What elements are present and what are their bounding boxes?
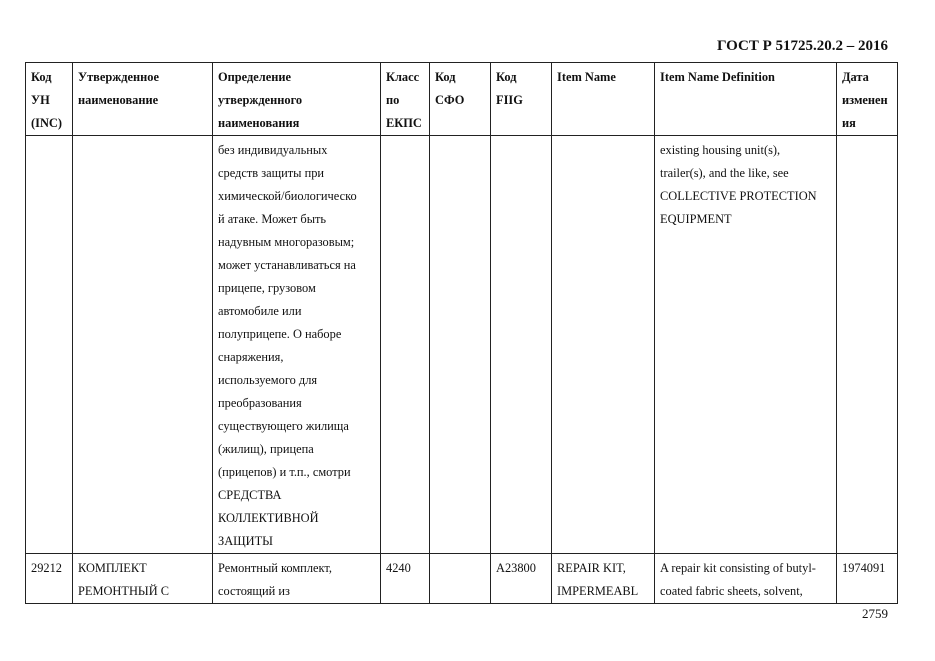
cell-item-name <box>552 136 655 554</box>
cell-item-name-definition: existing housing unit(s), trailer(s), and the like, see COLLECTIVE PROTECTION EQUIPMENT <box>655 136 837 554</box>
page-number: 2759 <box>862 606 888 621</box>
table-header-row <box>26 63 898 136</box>
cell-sfo <box>430 554 491 604</box>
header-class: Класс по ЕКПС <box>381 63 430 136</box>
header-fiig: Код FIIG <box>491 63 552 136</box>
cell-date <box>837 136 898 554</box>
cell-approved-name <box>73 136 213 554</box>
standard-title: ГОСТ Р 51725.20.2 – 2016 <box>716 38 888 54</box>
cell-definition-ru: без индивидуальных средств защиты при химической/биологическо й атаке. Может быть надувным многоразовым; может устанавливаться на прицепе, грузовом автомобиле или полуприцепе. О наборе снаряжения, используемого для преобразования существующего жилища (жилищ), прицепа (прицепов) и т.п., смотри СРЕДСТВА КОЛЛЕКТИВНОЙ ЗАЩИТЫ <box>213 136 381 554</box>
cell-item-name: REPAIR KIT, IMPERMEABL <box>552 554 655 604</box>
cell-definition-ru: Ремонтный комплект, состоящий из <box>213 554 381 604</box>
cell-fiig: A23800 <box>491 554 552 604</box>
cell-sfo <box>430 136 491 554</box>
header-item-name-definition: Item Name Definition <box>655 63 837 136</box>
header-approved-name: Утвержденное наименование <box>73 63 213 136</box>
header-sfo: Код СФО <box>430 63 491 136</box>
cell-item-name-definition: A repair kit consisting of butyl- coated fabric sheets, solvent, <box>655 554 837 604</box>
header-item-name: Item Name <box>552 63 655 136</box>
table-row <box>26 136 898 554</box>
item-table <box>25 62 898 604</box>
cell-fiig <box>491 136 552 554</box>
header-inc: Код УН (INC) <box>26 63 73 136</box>
header-date: Дата изменен ия <box>837 63 898 136</box>
cell-class <box>381 136 430 554</box>
cell-approved-name: КОМПЛЕКТ РЕМОНТНЫЙ С <box>73 554 213 604</box>
cell-date: 1974091 <box>837 554 898 604</box>
table-row <box>26 554 898 604</box>
cell-inc <box>26 136 73 554</box>
cell-class: 4240 <box>381 554 430 604</box>
cell-inc: 29212 <box>26 554 73 604</box>
header-definition-ru: Определение утвержденного наименования <box>213 63 381 136</box>
